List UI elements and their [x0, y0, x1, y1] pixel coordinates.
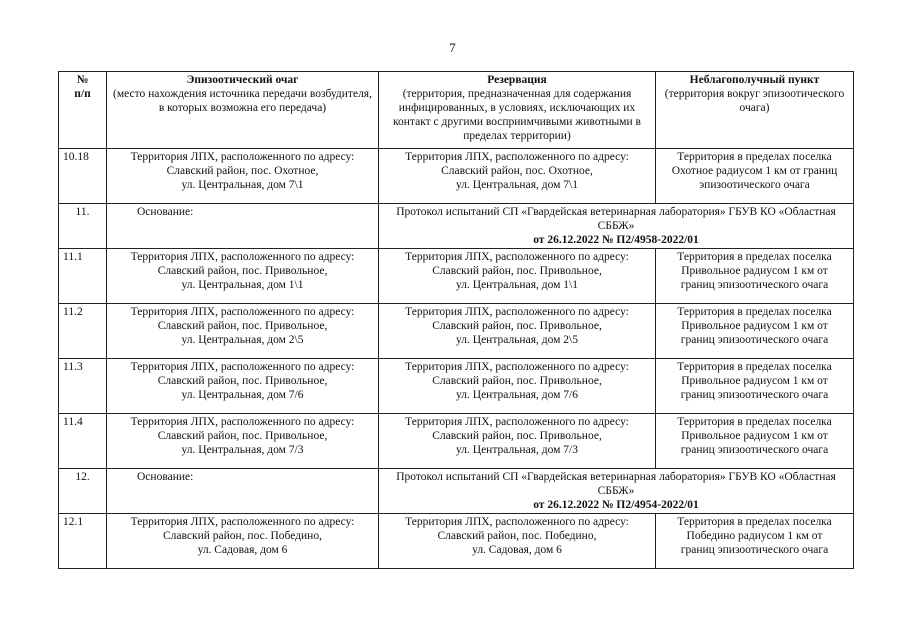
row-number: 12.1 [59, 514, 107, 569]
row-number: 11.4 [59, 414, 107, 469]
header-num-line1: № [76, 74, 89, 86]
table-row [59, 249, 854, 304]
point-line: границ эпизоотического очага [680, 544, 829, 556]
header-reservation-sub: (территория, предназначенная для содержания инфицированных, в условиях, исключающих их контакт с другими восприимчивыми животными в пределах территории) [393, 88, 641, 142]
point-line: Территория в пределах поселка [677, 361, 832, 373]
focus-line: Славский район, пос. Привольное, [157, 320, 328, 332]
focus-line: Славский район, пос. Победино, [163, 530, 322, 542]
basis-label: Основание: [107, 204, 379, 249]
header-point-sub: (территория вокруг эпизоотического очага) [664, 88, 845, 114]
basis-label: Основание: [107, 469, 379, 514]
point-cell [656, 514, 854, 569]
focus-line: Славский район, пос. Привольное, [157, 375, 328, 387]
point-cell [656, 359, 854, 414]
reservation-line: ул. Центральная, дом 2\5 [456, 334, 578, 346]
point-line: Территория в пределах поселка [677, 516, 832, 528]
header-reservation-title: Резервация [487, 74, 547, 86]
reservation-line: Славский район, пос. Привольное, [432, 320, 602, 332]
basis-row [59, 469, 854, 514]
table-header [59, 72, 854, 149]
point-line: Привольное радиусом 1 км от [681, 320, 828, 332]
point-line: Привольное радиусом 1 км от [681, 430, 828, 442]
reservation-cell [379, 249, 656, 304]
focus-line: Территория ЛПХ, расположенного по адресу: [130, 151, 355, 163]
reservation-cell [379, 514, 656, 569]
focus-cell [107, 249, 379, 304]
focus-line: Территория ЛПХ, расположенного по адресу: [130, 361, 355, 373]
header-num-line2: п/п [74, 88, 91, 100]
reservation-line: Славский район, пос. Охотное, [441, 165, 593, 177]
point-cell [656, 304, 854, 359]
row-number: 11.2 [59, 304, 107, 359]
reservation-line: Славский район, пос. Привольное, [432, 430, 602, 442]
basis-content [379, 204, 854, 249]
point-line: Привольное радиусом 1 км от [681, 375, 828, 387]
table-row [59, 514, 854, 569]
focus-line: ул. Центральная, дом 1\1 [181, 279, 304, 291]
row-number: 12. [59, 469, 107, 514]
point-cell [656, 149, 854, 204]
basis-date: от 26.12.2022 № П2/4958-2022/01 [533, 234, 699, 246]
header-reservation [379, 72, 656, 149]
reservation-line: ул. Садовая, дом 6 [472, 544, 562, 556]
focus-line: ул. Центральная, дом 7/6 [181, 389, 304, 401]
row-number: 11.3 [59, 359, 107, 414]
point-line: границ эпизоотического очага [680, 444, 829, 456]
focus-cell [107, 514, 379, 569]
focus-cell [107, 359, 379, 414]
point-line: Территория в пределах поселка [677, 151, 832, 163]
reservation-line: ул. Центральная, дом 7/6 [456, 389, 578, 401]
table-row [59, 304, 854, 359]
reservation-cell [379, 149, 656, 204]
reservation-line: Территория ЛПХ, расположенного по адресу: [405, 251, 629, 263]
header-num [59, 72, 107, 149]
point-cell [656, 414, 854, 469]
header-point-title: Неблагополучный пункт [689, 74, 820, 86]
focus-line: Территория ЛПХ, расположенного по адресу: [130, 416, 355, 428]
focus-cell [107, 149, 379, 204]
reservation-line: Территория ЛПХ, расположенного по адресу: [405, 306, 629, 318]
point-line: Территория в пределах поселка [677, 416, 832, 428]
reservation-line: Территория ЛПХ, расположенного по адресу: [405, 416, 629, 428]
row-number: 10.18 [59, 149, 107, 204]
basis-row [59, 204, 854, 249]
header-focus [107, 72, 379, 149]
basis-text: Протокол испытаний СП «Гвардейская ветеринарная лаборатория» ГБУВ КО «Областная СББЖ» [396, 206, 836, 232]
reservation-line: ул. Центральная, дом 1\1 [456, 279, 578, 291]
reservation-line: Территория ЛПХ, расположенного по адресу: [405, 361, 629, 373]
reservation-line: Славский район, пос. Привольное, [432, 375, 602, 387]
basis-content [379, 469, 854, 514]
point-line: Территория в пределах поселка [677, 251, 832, 263]
basis-text: Протокол испытаний СП «Гвардейская ветеринарная лаборатория» ГБУВ КО «Областная СББЖ» [396, 471, 836, 497]
focus-line: Территория ЛПХ, расположенного по адресу: [130, 306, 355, 318]
focus-line: Славский район, пос. Привольное, [157, 430, 328, 442]
header-focus-title: Эпизоотический очаг [186, 74, 299, 86]
focus-line: Славский район, пос. Охотное, [166, 165, 319, 177]
point-line: границ эпизоотического очага [680, 389, 829, 401]
point-cell [656, 249, 854, 304]
focus-line: Территория ЛПХ, расположенного по адресу: [130, 251, 355, 263]
reservation-line: Славский район, пос. Победино, [437, 530, 597, 542]
point-line: Привольное радиусом 1 км от [681, 265, 828, 277]
reservation-line: Территория ЛПХ, расположенного по адресу: [405, 516, 629, 528]
focus-line: Славский район, пос. Привольное, [157, 265, 328, 277]
page-number: 7 [449, 40, 456, 55]
basis-date: от 26.12.2022 № П2/4954-2022/01 [533, 499, 699, 511]
zones-table [58, 71, 854, 569]
table-row [59, 149, 854, 204]
focus-line: ул. Центральная, дом 2\5 [181, 334, 304, 346]
focus-cell [107, 304, 379, 359]
reservation-line: ул. Центральная, дом 7/3 [456, 444, 578, 456]
point-line: Охотное радиусом 1 км от границ [671, 165, 838, 177]
point-line: Победино радиусом 1 км от [686, 530, 823, 542]
focus-line: ул. Центральная, дом 7\1 [181, 179, 304, 191]
focus-line: ул. Центральная, дом 7/3 [181, 444, 304, 456]
reservation-cell [379, 359, 656, 414]
table-row [59, 414, 854, 469]
reservation-line: Славский район, пос. Привольное, [432, 265, 602, 277]
table-row [59, 359, 854, 414]
reservation-line: Территория ЛПХ, расположенного по адресу: [405, 151, 629, 163]
focus-line: ул. Садовая, дом 6 [197, 544, 288, 556]
header-point [656, 72, 854, 149]
row-number: 11.1 [59, 249, 107, 304]
reservation-line: ул. Центральная, дом 7\1 [456, 179, 578, 191]
reservation-cell [379, 304, 656, 359]
point-line: границ эпизоотического очага [680, 334, 829, 346]
point-line: границ эпизоотического очага [680, 279, 829, 291]
focus-line: Территория ЛПХ, расположенного по адресу: [130, 516, 355, 528]
row-number: 11. [59, 204, 107, 249]
header-focus-sub: (место нахождения источника передачи возбудителя, в которых возможна его передача) [113, 88, 372, 114]
reservation-cell [379, 414, 656, 469]
point-line: эпизоотического очага [699, 179, 810, 191]
point-line: Территория в пределах поселка [677, 306, 832, 318]
focus-cell [107, 414, 379, 469]
